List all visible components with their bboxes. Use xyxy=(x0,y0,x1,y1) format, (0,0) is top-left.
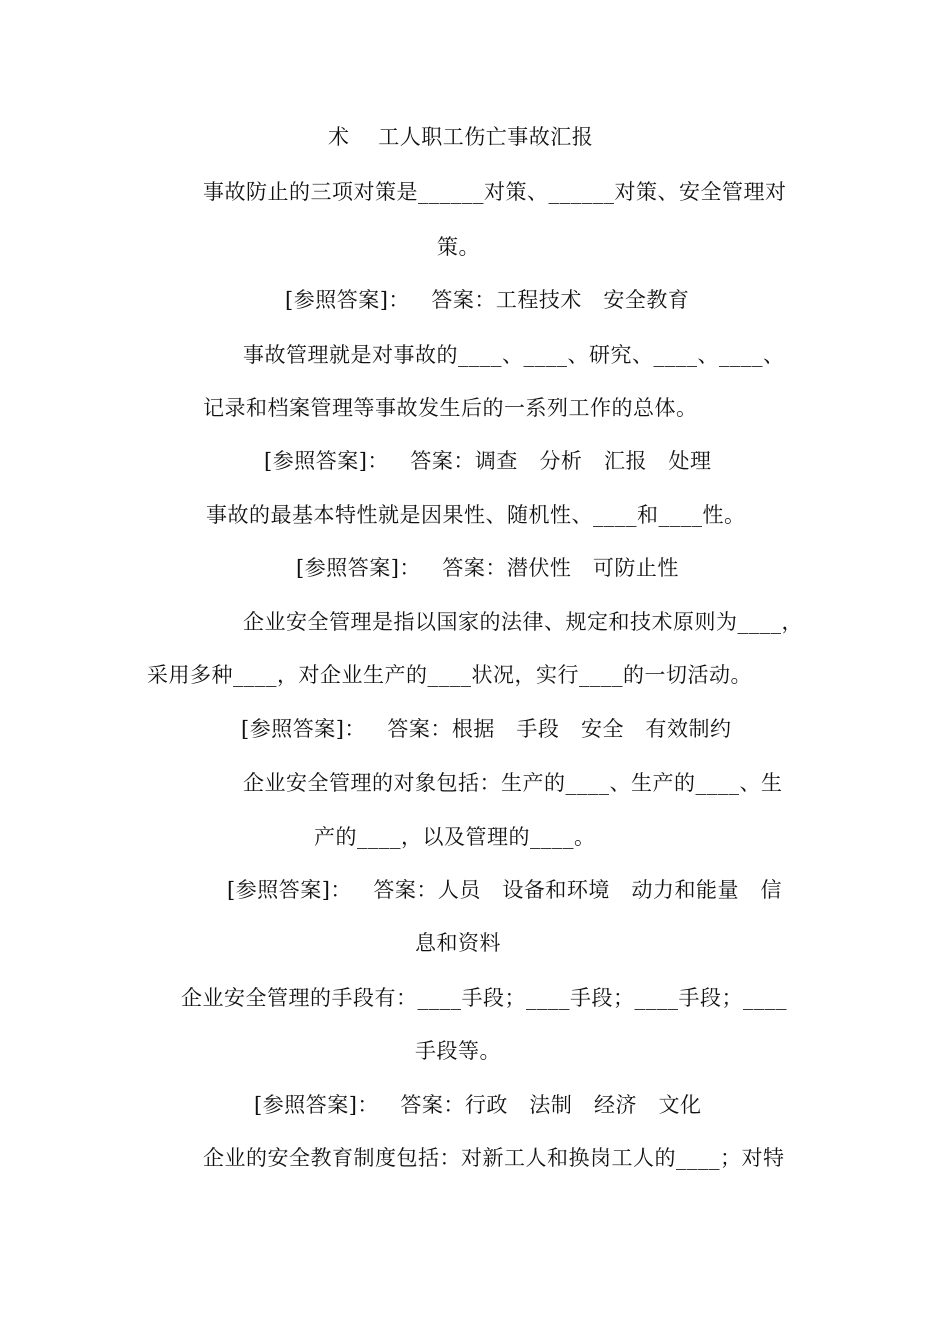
answer-6: [参照答案]： 答案：行政 法制 经济 文化 xyxy=(254,1093,702,1117)
question-2-line-1: 事故管理就是对事故的____、____、研究、____、____、 xyxy=(243,343,785,367)
question-4-line-2: 采用多种____，对企业生产的____状况，实行____的一切活动。 xyxy=(147,663,752,687)
question-1-line-2: 策。 xyxy=(437,235,480,259)
question-3-line-1: 事故的最基本特性就是因果性、随机性、____和____性。 xyxy=(206,503,746,527)
question-5-line-1: 企业安全管理的对象包括：生产的____、生产的____、生 xyxy=(243,771,783,795)
question-6-line-1: 企业安全管理的手段有：____手段；____手段；____手段；____ xyxy=(181,986,787,1010)
answer-5-line-1: [参照答案]： 答案：人员 设备和环境 动力和能量 信 xyxy=(227,878,782,902)
question-4-line-1: 企业安全管理是指以国家的法律、规定和技术原则为____， xyxy=(243,610,803,634)
question-2-line-2: 记录和档案管理等事故发生后的一系列工作的总体。 xyxy=(203,396,698,420)
answer-2: [参照答案]： 答案：调查 分析 汇报 处理 xyxy=(264,449,712,473)
answer-3: [参照答案]： 答案：潜伏性 可防止性 xyxy=(296,556,679,580)
question-6-line-2: 手段等。 xyxy=(415,1039,501,1063)
answer-5-line-2: 息和资料 xyxy=(415,931,501,955)
answer-4: [参照答案]： 答案：根据 手段 安全 有效制约 xyxy=(241,717,732,741)
answer-1: [参照答案]： 答案：工程技术 安全教育 xyxy=(285,288,690,312)
heading-line: 术 工人职工伤亡事故汇报 xyxy=(328,125,594,149)
question-7-line-1: 企业的安全教育制度包括：对新工人和换岗工人的____；对特 xyxy=(203,1146,785,1170)
question-1-line-1: 事故防止的三项对策是______对策、______对策、安全管理对 xyxy=(203,180,787,204)
question-5-line-2: 产的____，以及管理的____。 xyxy=(314,825,596,849)
